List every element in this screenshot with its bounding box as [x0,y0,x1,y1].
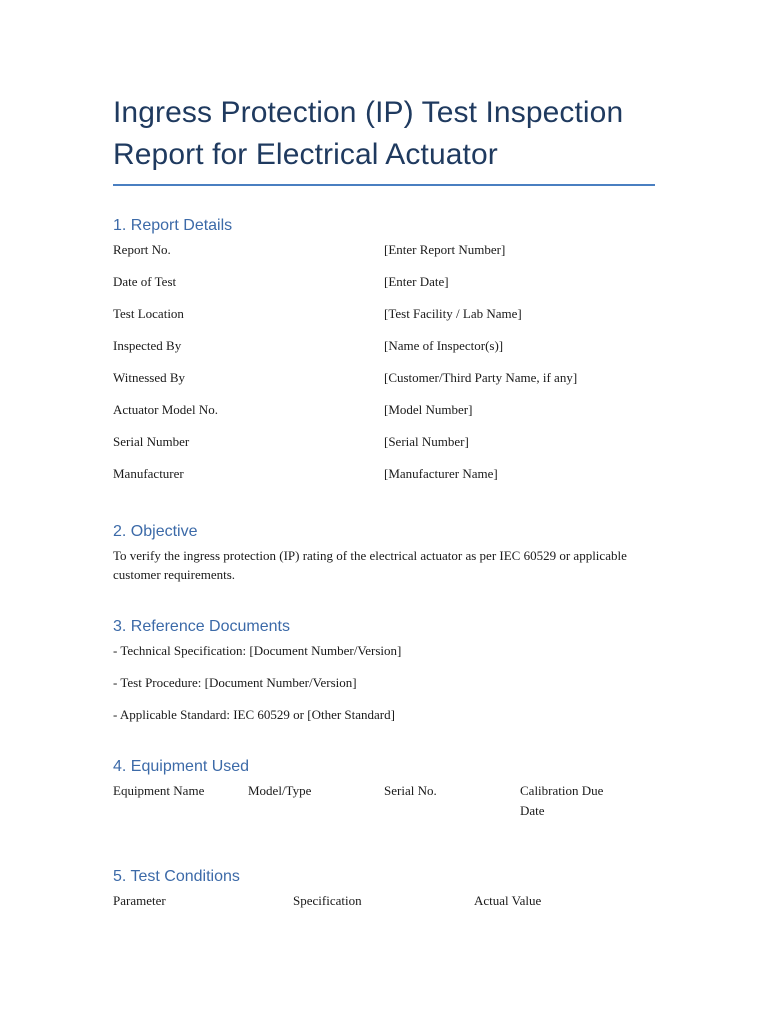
details-label: Date of Test [113,274,177,289]
document-title: Ingress Protection (IP) Test Inspection Report for Electrical Actuator [113,92,655,186]
report-details-list [113,240,655,496]
details-row [113,368,655,400]
details-label: Manufacturer [113,466,184,481]
reference-list [113,641,655,737]
section-heading: 2. Objective [113,523,198,540]
details-row [113,240,655,272]
document-page [113,92,655,910]
details-label: Serial Number [113,434,190,449]
section-reference-documents [113,617,655,737]
column-header: Serial No. [384,783,437,798]
reference-item: - Technical Specification: [Document Number/Version] [113,643,402,658]
details-value: [Test Facility / Lab Name] [384,306,522,321]
column-header: Equipment Name [113,783,205,798]
details-value: [Name of Inspector(s)] [384,338,504,353]
column-header: Model/Type [248,783,312,798]
details-row [113,304,655,336]
details-label: Report No. [113,242,171,257]
conditions-table-header [113,891,655,910]
column-header: Specification [293,893,362,908]
section-report-details [113,216,655,496]
column-header: Calibration Due Date [520,783,604,818]
section-equipment-used [113,757,655,821]
section-test-conditions [113,867,655,910]
section-heading: 1. Report Details [113,217,233,234]
details-value: [Serial Number] [384,434,469,449]
details-label: Inspected By [113,338,182,353]
details-value: [Customer/Third Party Name, if any] [384,370,578,385]
equipment-table-header [113,781,655,821]
reference-item: - Test Procedure: [Document Number/Version] [113,675,357,690]
details-row [113,464,655,496]
section-objective [113,522,655,584]
details-value: [Enter Date] [384,274,449,289]
objective-text: To verify the ingress protection (IP) rating of the electrical actuator as per IEC 60529 or applicable customer requirements. [113,548,627,582]
section-heading: 4. Equipment Used [113,758,250,775]
details-label: Witnessed By [113,370,186,385]
section-heading: 5. Test Conditions [113,868,240,885]
column-header: Parameter [113,893,166,908]
details-value: [Enter Report Number] [384,242,506,257]
details-value: [Manufacturer Name] [384,466,498,481]
details-row [113,336,655,368]
details-label: Actuator Model No. [113,402,219,417]
details-row [113,432,655,464]
details-value: [Model Number] [384,402,473,417]
details-row [113,272,655,304]
section-heading: 3. Reference Documents [113,618,290,635]
column-header: Actual Value [474,893,542,908]
details-label: Test Location [113,306,184,321]
reference-item: - Applicable Standard: IEC 60529 or [Other Standard] [113,707,395,722]
details-row [113,400,655,432]
